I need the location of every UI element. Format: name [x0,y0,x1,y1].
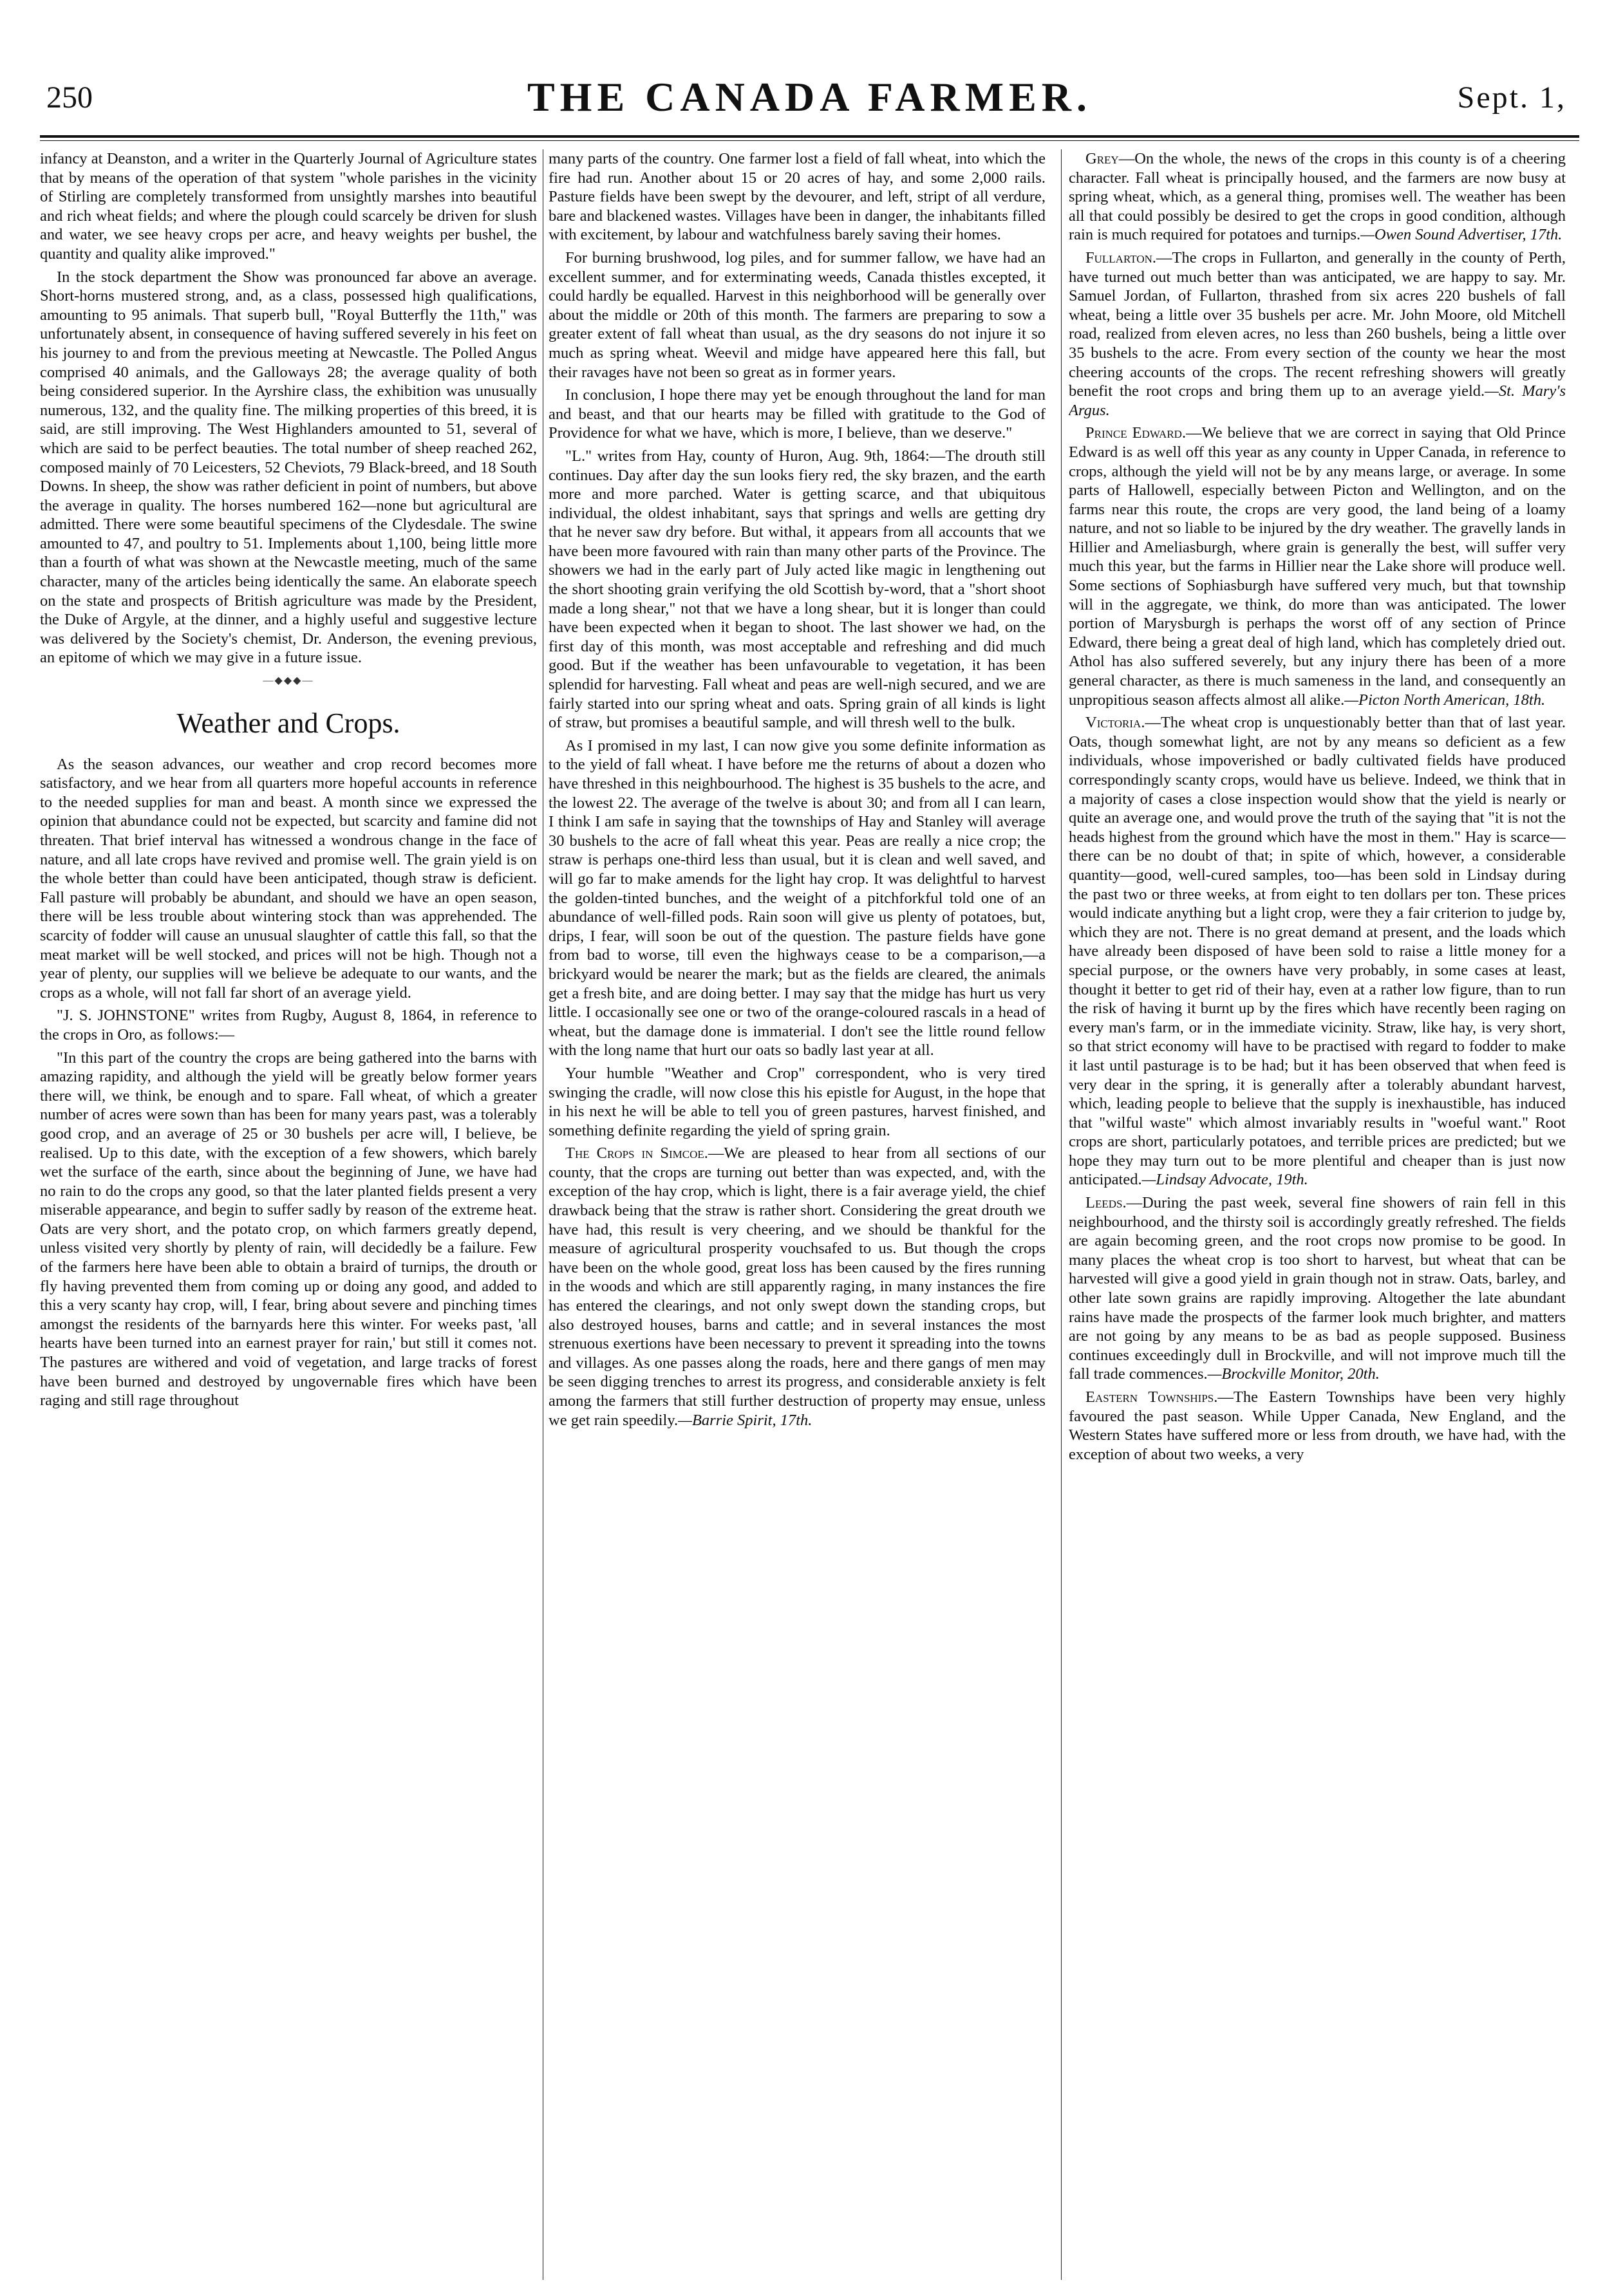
paragraph: As I promised in my last, I can now give you some definite information as to the yield of fall wheat. I have before me the returns of about a dozen who have threshed in this neighbourhood. The highest is 35 bushels to the acre, and the lowest 22. The average of the twelve is about 30; and from all I can learn, I think I am safe in saying that the townships of Hay and Stanley will average 30 bushels to the acre of fall wheat this year. Peas are really a nice crop; the straw is perhaps one-third less than usual, but it is clean and well saved, and will go far to make amends for the light hay crop. It was delightful to harvest the golden-tinted bunches, and the weight of a pitchforkful told one of an abundance of well-filled pods. Rain soon will give us plenty of potatoes, but, drips, I fear, will soon be out of the question. The pasture fields have gone from bad to worse, till even the highways cease to be a comparison,—a brickyard would be nearer the mark; but as the fields are cleared, the animals get a fresh bite, and are doing better. I may say that the midge has hurt us very little. I occasionally see one or two of the orange-coloured rascals in a head of wheat, but the damage done is immaterial. I don't see the little round fellow with the long name that hurt our oats so badly last year at all. [549,736,1046,1059]
paragraph: infancy at Deanston, and a writer in the Quarterly Journal of Agriculture states that by means of the operation of that system "whole parishes in the vicinity of Stirling are completely transformed from unsightly marshes into beautiful and rich wheat fields; and where the plough could scarcely be driven for slush and water, we see heavy crops per acre, and heavy weights per bushel, the quantity and quality alike improved." [40,150,537,263]
column-3 [1069,149,1566,2280]
column-2 [549,149,1046,2280]
news-item [1069,1193,1566,1384]
item-lead: Leeds. [1085,1194,1127,1212]
item-source: —Lindsay Advocate, 19th. [1141,1171,1308,1189]
paragraph: "L." writes from Hay, county of Huron, Aug. 9th, 1864:—The drouth still continues. Day after day the sun looks fiery red, the sky brazen, and the earth more and more parched. Water is getting scarce, and that ubiquitous individual, the oldest inhabitant, says that springs and wells are getting dry that he never saw dry before. But withal, it appears from all accounts that we have been more favoured with rain than many other parts of the Province. The showers we had in the early part of July acted like magic in lengthening out the short shooting grain verifying the old Scottish by-word, that a "short shoot made a long shear," not that we have a long shear, but it is longer than could have been expected when it began to shoot. The last shower we had, on the first day of this month, was most acceptable and refreshing and did much good. But if the weather has been unfavourable to vegetation, it has been splendid for harvesting. Fall wheat and peas are well-nigh secured, and we are fairly started into our spring wheat and oats. Spring grain of all kinds is light of straw, but promises a beautiful sample, and will thresh well to the bulk. [549,447,1046,732]
item-source: —St. Mary's Argus. [1069,382,1566,419]
news-item [1069,149,1566,245]
item-lead: Prince Edward. [1085,424,1187,442]
paragraph: "In this part of the country the crops are being gathered into the barns with amazing rapidity, and although the yield will be greatly below former years there will, we think, be enough and to spare. Fall wheat, of which a greater number of acres were sown than has been for many years past, was a tolerably good crop, and an average of 25 or 30 bushels per acre will, I believe, be realised. Up to this date, with the exception of a few showers, which barely wet the surface of the earth, since about the beginning of June, we have had no rain to do the crops any good, so that the later planted fields present a very miserable appearance, and begin to suffer sadly by reason of the extreme heat. Oats are very short, and the potato crop, on which farmers greatly depend, unless visited very shortly by plenty of rain, will decidedly be a failure. Few of the farmers here have been able to obtain a braird of turnips, the drouth or fly having prevented them from coming up or doing any good, and added to this a very scanty hay crop, will, I fear, bring about severe and pinching times amongst the residents of the barnyards here this winter. For weeks past, 'all hearts have been turned into an earnest prayer for rain,' but still it comes not. The pastures are withered and void of vegetation, and large tracks of forest have been burned and destroyed by ungovernable fires which have been raging and still rage throughout [40,1049,537,1410]
item-lead: Fullarton. [1085,248,1157,266]
item-source: —Brockville Monitor, 20th. [1207,1365,1380,1383]
paragraph: Your humble "Weather and Crop" correspondent, who is very tired swinging the cradle, will now close this his epistle for August, in the hope that in his next he will be able to tell you of green pastures, harvest finished, and something definite regarding the yield of spring grain. [549,1064,1046,1139]
column-1 [40,149,537,2280]
item-text: —We believe that we are correct in saying that Old Prince Edward is as well off this year as any county in Upper Canada, in reference to crops, although the yield will not be by any means large, or average. In some parts of Hallowell, especially between Picton and Wellington, and on the farms near this route, the crops are very good, the land being of a loamy nature, and not so liable to be injured by the dry weather. The gravelly lands in Hillier and Ameliasburgh, where grain is generally the best, will suffer very much this year, but the farms in Hillier near the Lake shore will produce well. Some sections of Sophiasburgh have suffered very much, but that township will in the aggregate, we think, do more than was anticipated. The lower portion of Marysburgh is perhaps the worst off of any section of Prince Edward, there being a great deal of high land, which has completely dried out. Athol has also suffered severely, but any injury there has been of a more general character, as there is much sameness in the land, and consequently an unpropitious season affects almost all alike. [1069,424,1566,709]
paragraph: As the season advances, our weather and crop record becomes more satisfactory, and we hear from all quarters more hopeful accounts in reference to the needed supplies for man and beast. A month since we expressed the opinion that abundance could not be expected, but scarcity and famine did not threaten. That brief interval has witnessed a wondrous change in the face of nature, and all late crops have revived and promise well. The grain yield is on the whole better than could have been anticipated, though straw is deficient. Fall pasture will probably be abundant, and should we have an open season, there will be less trouble about wintering stock than was apprehended. The scarcity of fodder will cause an unusual slaughter of cattle this fall, so that the meat market will be well stocked, and prices will not be high. Though not a year of plenty, our supplies will we believe be adequate to our wants, and the crops as a whole, will not fall far short of an average yield. [40,755,537,1002]
item-text: —We are pleased to hear from all sections of our county, that the crops are turning out better than was expected, and, with the exception of the hay crop, which is light, there is a fair average yield, the chief drawback being that the straw is rather short. Considering the great drouth we have had, this result is very cheering, and we should be thankful for the measure of agricultural prosperity vouchsafed to us. But though the crops have been on the whole good, great loss has been caused by the fires running in the woods and which are still apparently raging, in many instances the fire has entered the clearings, and not only swept down the standing crops, but also destroyed houses, barns and cattle; and in several instances the most strenuous exertions have been necessary to prevent it spreading into the towns and villages. As one passes along the roads, here and there gangs of men may be seen digging trenches to arrest its progress, and considerable anxiety is felt among the farmers that still further destruction of property may ensue, unless we get rain speedily. [549,1144,1046,1429]
item-lead: Victoria. [1085,714,1145,732]
news-item [1069,248,1566,420]
news-item [1069,1388,1566,1464]
news-item [1069,713,1566,1190]
header-rule-thick [40,135,1579,138]
item-lead: Eastern Townships. [1085,1388,1218,1406]
item-lead: Grey [1085,150,1119,167]
item-text: —On the whole, the news of the crops in this county is of a cheering character. Fall wheat is principally housed, and the farmers are now busy at spring wheat, which, as a general thing, promises well. The weather has been all that could possibly be desired to get the crops in good condition, although rain is much required for potatoes and turnips. [1069,150,1566,244]
page-header [40,67,1579,131]
paragraph: "J. S. JOHNSTONE" writes from Rugby, August 8, 1864, in reference to the crops in Oro, as follows:— [40,1007,537,1043]
issue-date: Sept. 1, [1457,80,1566,115]
item-lead: The Crops in Simcoe. [565,1144,708,1162]
news-item [549,1144,1046,1430]
item-source: —Owen Sound Advertiser, 17th. [1360,226,1563,244]
item-source: —Barrie Spirit, 17th. [678,1411,812,1429]
section-heading: Weather and Crops. [176,707,400,739]
section-separator: —◆◆◆— [263,675,314,687]
item-source: —Picton North American, 18th. [1344,691,1546,709]
paragraph: In conclusion, I hope there may yet be enough throughout the land for man and beast, and that our hearts may be filled with gratitude to the God of Providence for what we have, which is more, I believe, than we deserve." [549,386,1046,442]
masthead-title: THE CANADA FARMER. [527,74,1093,120]
item-text: —The crops in Fullarton, and generally in the county of Perth, have turned out much better than was anticipated, we are happy to say. Mr. Samuel Jordan, of Fullarton, thrashed from six acres 220 bushels of fall wheat, being a little over 35 bushels per acre. Mr. John Moore, old Mitchell road, realized from eleven acres, no less than 260 bushels, being a little over 35 bushels to the acre. From every section of the county we hear the most cheering accounts of the crops. The recent refreshing showers will greatly benefit the root crops and bring them up to an average yield. [1069,248,1566,400]
paragraph: For burning brushwood, log piles, and for summer fallow, we have had an excellent summer, and for exterminating weeds, Canada thistles excepted, it could hardly be equalled. Harvest in this neighborhood will be generally over about the middle or 20th of this month. The farmers are preparing to sow a greater extent of fall wheat than usual, as the dry seasons do not injure it so much as spring wheat. Weevil and midge have appeared here this fall, but their ravages have not been so great as in former years. [549,248,1046,381]
item-text: —The Eastern Townships have been very highly favoured the past season. While Upper Canada, New England, and the Western States have suffered more or less from drouth, we have had, with the exception of about two weeks, a very [1069,1388,1566,1463]
paragraph: many parts of the country. One farmer lost a field of fall wheat, into which the fire had run. Another about 15 or 20 acres of hay, and some 2,000 rails. Pasture fields have been swept by the devourer, and left, stript of all verdure, bare and blackened wastes. Villages have been in danger, the inhabitants filled with excitement, by labour and watchfulness barely saving their homes. [549,150,1046,244]
paragraph: In the stock department the Show was pronounced far above an average. Short-horns mustered strong, and, as a class, possessed high qualifications, amounting to 95 animals. That superb bull, "Royal Butterfly the 11th," was unfortunately absent, in consequence of having suffered severely in his feet on his journey to and from the previous meeting at Newcastle. The Polled Angus comprised 40 animals, and the Galloways 28; the average quality of both being considered superior. In the Ayrshire class, the exhibition was unusually numerous, 132, and the quality fine. The milking properties of this breed, it is said, are still improving. The West Highlanders amounted to 51, several of which are said to be perfect beauties. The total number of sheep reached 262, composed mainly of 70 Leicesters, 52 Cheviots, 79 Black-breed, and 18 South Downs. In sheep, the show was rather deficient in point of numbers, but above the average in quality. The horses numbered 162—none but agricultural are admitted. There were some beautiful specimens of the Clydesdale. The swine amounted to 47, and poultry to 51. Implements about 1,100, being little more than a fourth of what was shown at the Newcastle meeting, much of the same character, many of the articles being identically the same. An elaborate speech on the state and prospects of British agriculture was made by the President, the Duke of Argyle, at the dinner, and a highly useful and suggestive lecture was delivered by the Society's chemist, Dr. Anderson, the evening previous, an epitome of which we may give in a future issue. [40,268,537,667]
column-divider [1061,149,1062,2280]
item-text: —The wheat crop is unquestionably better than that of last year. Oats, though somewhat light, are not by any means so deficient as a few individuals, whose impoverished or badly cultivated fields have produced correspondingly scanty crops, would have us believe. Indeed, we think that in a majority of cases a close inspection would show that the yield is nearly or quite an average one, and would prove the truth of the saying that "it is not the heads highest from the ground which have the most in them." Hay is scarce—there can be no doubt of that; in spite of which, however, a considerable quantity—good, well-cured samples, too—has been sold in Lindsay during the past two or three weeks, at from eight to ten dollars per ton. These prices would indicate anything but a light crop, were they a fair criterion to judge by, which they are not. There is no great demand at present, and the loads which have already been disposed of have been sold to raise a little money for a special purpose, or the owners have very probably, in some cases at least, thought it better to get rid of their hay, even at a rather low figure, than to run the risk of having it burnt up by the fires which have recently been raging on every man's farm, or in the immediate vicinity. Straw, like hay, is very short, so that strict economy will have to be practised with regard to fodder to make it last until pasturage is to be had; but it has been observed that when feed is very dear in the spring, it is generally after a tolerably abundant harvest, which, leading people to believe that the supply is inexhaustible, has induced that "wilful waste" which almost invariably results in "woeful want." Root crops are short, particularly potatoes, and terrible prices are predicted; but we hope they may turn out to be more plentiful and cheaper than is just now anticipated. [1069,714,1566,1189]
item-text: —During the past week, several fine showers of rain fell in this neighbourhood, and the thirsty soil is accordingly greatly refreshed. The fields are again becoming green, and the root crops now promise to be good. In many places the wheat crop is too short to harvest, but wheat that can be harvested will give a good yield in grain though not in straw. Oats, barley, and other late sown grains are rapidly improving. Altogether the late abundant rains have made the prospects of the farmer look much brighter, and matters are not going by any means to be as bad as people supposed. Business continues exceedingly dull in Brockville, and will not improve much till the fall trade commences. [1069,1194,1566,1383]
header-rule-thin [40,140,1579,141]
news-item [1069,424,1566,709]
page-number: 250 [46,80,93,115]
